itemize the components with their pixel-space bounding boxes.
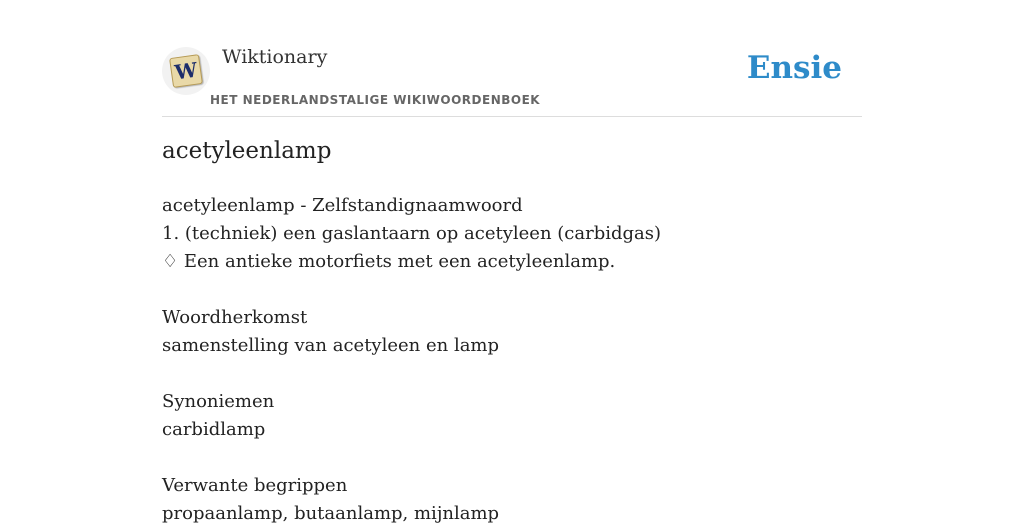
- entry-content: [162, 192, 862, 528]
- etymology-text: samenstelling van acetyleen en lamp: [162, 335, 500, 356]
- ensie-brand-link[interactable]: Ensie: [746, 50, 842, 86]
- page-title: acetyleenlamp: [162, 138, 332, 164]
- synonyms-text: carbidlamp: [162, 419, 266, 440]
- wiktionary-logo[interactable]: [162, 47, 210, 95]
- page-container: [162, 0, 862, 524]
- site-title[interactable]: Wiktionary: [222, 46, 328, 68]
- headword-line: acetyleenlamp - Zelfstandignaamwoord: [162, 195, 523, 216]
- spacer: [162, 276, 862, 304]
- site-tagline: HET NEDERLANDSTALIGE WIKIWOORDENBOEK: [210, 93, 541, 107]
- definition-line: 1. (techniek) een gaslantaarn op acetyleen (carbidgas): [162, 223, 662, 244]
- spacer: [162, 444, 862, 472]
- example-line: ♢ Een antieke motorfiets met een acetyleenlamp.: [162, 251, 616, 272]
- related-text: propaanlamp, butaanlamp, mijnlamp: [162, 503, 500, 524]
- etymology-heading: Woordherkomst: [162, 307, 308, 328]
- synonyms-heading: Synoniemen: [162, 391, 275, 412]
- related-heading: Verwante begrippen: [162, 475, 348, 496]
- site-header: [162, 0, 862, 117]
- spacer: [162, 360, 862, 388]
- wiktionary-logo-tile-icon: W: [169, 54, 203, 88]
